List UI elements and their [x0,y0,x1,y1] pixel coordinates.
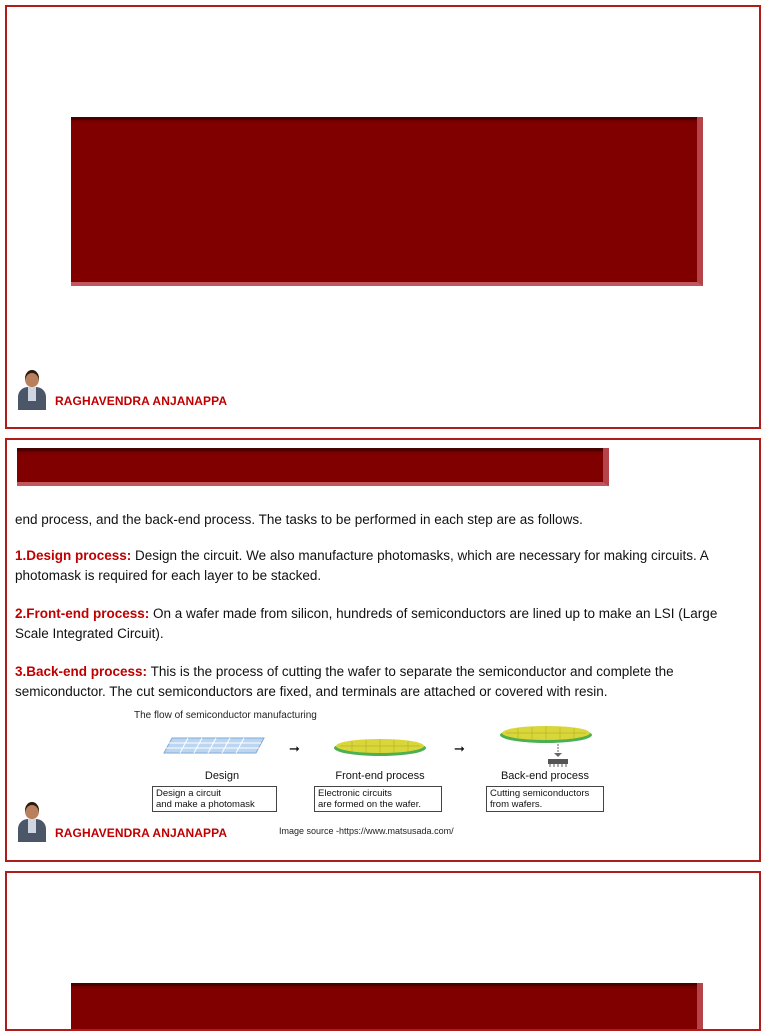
desc-line: Electronic circuits [318,788,392,799]
desc-line: from wafers. [490,799,543,810]
point-text: On a wafer made from silicon, hundreds of semiconductors are lined up to make an LSI (Large Scale Integrated Circuit). [15,606,718,641]
title-banner [17,448,609,486]
stage-design-label: Design [204,770,240,782]
author-avatar [17,370,47,410]
point-text: This is the process of cutting the wafer to separate the semiconductor and complete the semiconductor. The cut semiconductors are fixed, and terminals are attached or covered with resin. [15,664,674,699]
stage-front-end-desc [314,786,442,812]
point-front-end [15,604,753,644]
point-label: 1.Design process: [15,548,132,563]
title-banner [71,117,703,286]
point-label: 3.Back-end process: [15,664,148,679]
author-name: RAGHAVENDRA ANJANAPPA [55,826,228,840]
author-avatar [17,802,47,842]
stage-back-end-label: Back-end process [500,770,590,782]
point-text: Design the circuit. We also manufacture photomasks, which are necessary for making circuits. A photomask is required for each layer to be stacked. [15,548,709,583]
point-back-end [15,662,753,702]
arrow-icon: ➞ [454,741,465,756]
author-block [17,370,227,410]
stage-back-end-desc [486,786,604,812]
photomask-icon [162,736,266,756]
desc-line: and make a photomask [156,799,255,810]
desc-line: Cutting semiconductors [490,788,590,799]
point-design [15,546,753,586]
desc-line: are formed on the wafer. [318,799,421,810]
author-name: RAGHAVENDRA ANJANAPPA [55,394,228,408]
point-label: 2.Front-end process: [15,606,150,621]
figure-title: The flow of semiconductor manufacturing [134,710,317,721]
slide-2 [5,438,761,862]
intro-text: end process, and the back-end process. The tasks to be performed in each step are as follows. [15,512,583,527]
arrow-icon: ➞ [289,741,300,756]
stage-front-end-label: Front-end process [335,770,425,782]
wafer-chip-icon [498,724,594,768]
author-block [17,802,227,842]
image-source: Image source -https://www.matsusada.com/ [279,826,454,836]
wafer-icon [332,737,428,757]
slide-1 [5,5,761,429]
slide-3 [5,871,761,1031]
desc-line: Design a circuit [156,788,221,799]
